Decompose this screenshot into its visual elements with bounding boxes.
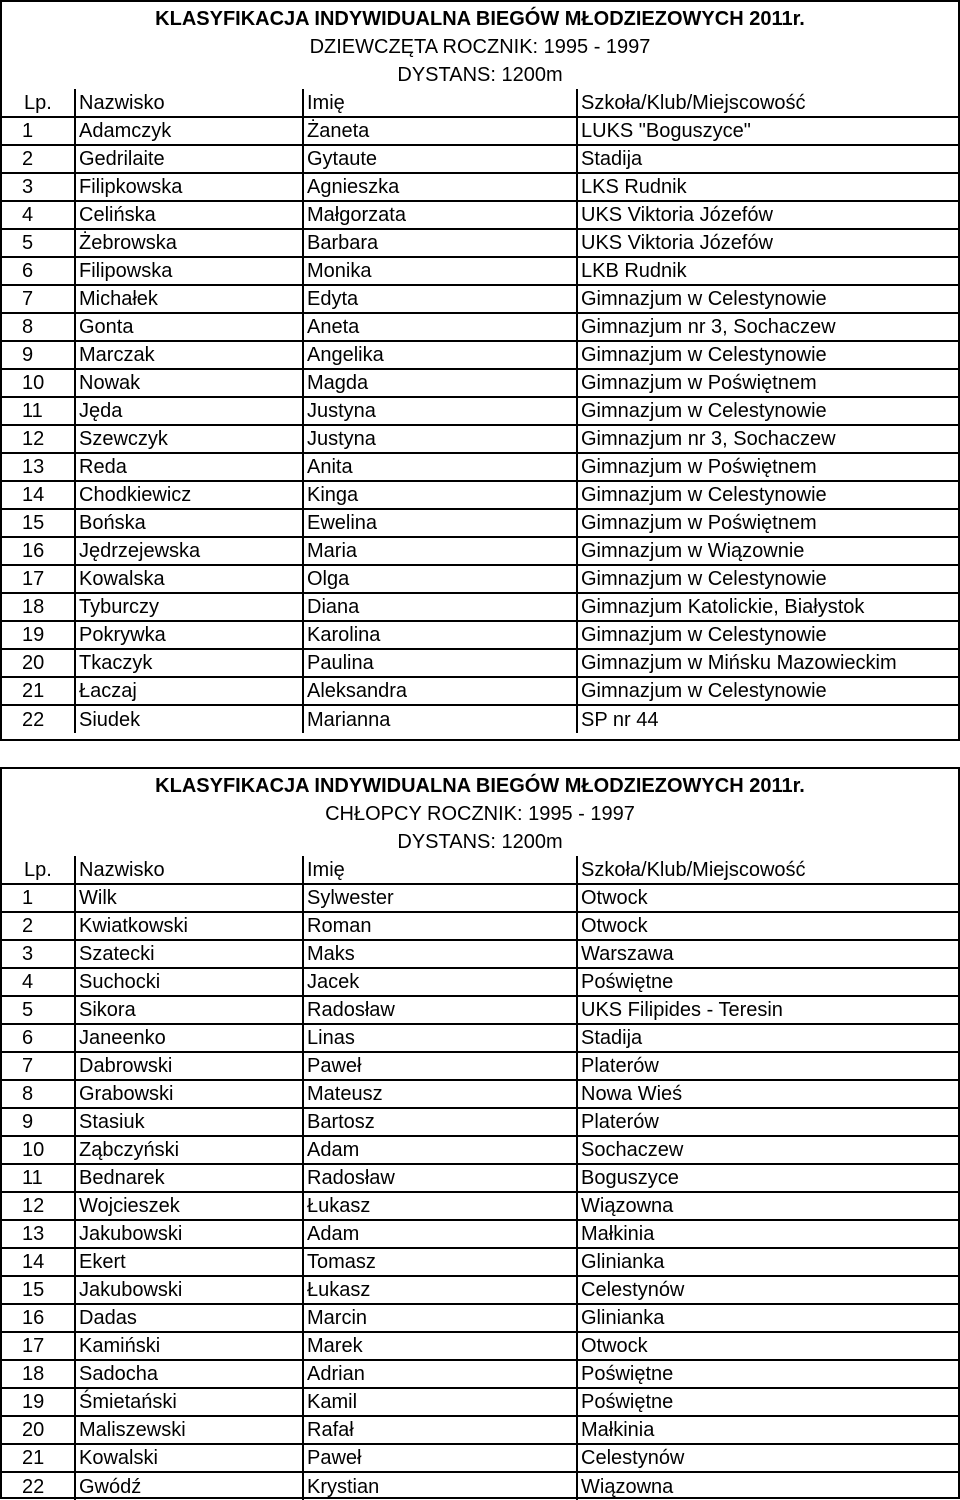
cell-nazwisko: Gwódź — [75, 1472, 303, 1500]
cell-nazwisko: Filipowska — [75, 257, 303, 285]
cell-nazwisko: Jakubowski — [75, 1220, 303, 1248]
cell-imie: Małgorzata — [303, 201, 577, 229]
cell-szkola: Otwock — [577, 1332, 958, 1360]
cell-imie: Barbara — [303, 229, 577, 257]
table-row — [2, 593, 958, 621]
results-table — [2, 89, 958, 733]
cell-imie: Maria — [303, 537, 577, 565]
cell-szkola: Gimnazjum nr 3, Sochaczew — [577, 425, 958, 453]
cell-imie: Łukasz — [303, 1192, 577, 1220]
table-row — [2, 1080, 958, 1108]
cell-szkola: Gimnazjum w Poświętnem — [577, 369, 958, 397]
table-row — [2, 1416, 958, 1444]
cell-nazwisko: Ekert — [75, 1248, 303, 1276]
cell-lp: 10 — [2, 369, 75, 397]
cell-nazwisko: Szewczyk — [75, 425, 303, 453]
cell-lp: 12 — [2, 425, 75, 453]
cell-nazwisko: Szatecki — [75, 940, 303, 968]
cell-szkola: Otwock — [577, 884, 958, 912]
cell-szkola: Stadija — [577, 145, 958, 173]
cell-lp: 17 — [2, 1332, 75, 1360]
cell-nazwisko: Pokrywka — [75, 621, 303, 649]
cell-lp: 2 — [2, 912, 75, 940]
table-row — [2, 1360, 958, 1388]
cell-imie: Bartosz — [303, 1108, 577, 1136]
cell-lp: 3 — [2, 173, 75, 201]
table-row — [2, 257, 958, 285]
table-row — [2, 145, 958, 173]
table-header-row — [2, 89, 958, 117]
results-table — [2, 856, 958, 1500]
cell-imie: Angelika — [303, 341, 577, 369]
cell-nazwisko: Bednarek — [75, 1164, 303, 1192]
cell-nazwisko: Żebrowska — [75, 229, 303, 257]
cell-nazwisko: Celińska — [75, 201, 303, 229]
cell-lp: 16 — [2, 537, 75, 565]
cell-lp: 16 — [2, 1304, 75, 1332]
cell-lp: 12 — [2, 1192, 75, 1220]
header-nazwisko: Nazwisko — [75, 856, 303, 884]
table-row — [2, 705, 958, 733]
header-lp: Lp. — [2, 856, 75, 884]
table-row — [2, 565, 958, 593]
cell-imie: Łukasz — [303, 1276, 577, 1304]
cell-szkola: Platerów — [577, 1052, 958, 1080]
cell-lp: 2 — [2, 145, 75, 173]
cell-lp: 4 — [2, 968, 75, 996]
cell-nazwisko: Suchocki — [75, 968, 303, 996]
cell-lp: 3 — [2, 940, 75, 968]
table-body — [2, 884, 958, 1500]
cell-nazwisko: Gonta — [75, 313, 303, 341]
cell-szkola: Glinianka — [577, 1248, 958, 1276]
cell-lp: 1 — [2, 884, 75, 912]
table-row — [2, 481, 958, 509]
cell-imie: Radosław — [303, 1164, 577, 1192]
cell-lp: 22 — [2, 1472, 75, 1500]
cell-imie: Monika — [303, 257, 577, 285]
table-row — [2, 968, 958, 996]
table-row — [2, 1388, 958, 1416]
cell-imie: Paulina — [303, 649, 577, 677]
section-distance: DYSTANS: 1200m — [397, 831, 563, 853]
cell-szkola: LUKS "Boguszyce" — [577, 117, 958, 145]
header-imie: Imię — [303, 856, 577, 884]
cell-imie: Roman — [303, 912, 577, 940]
cell-szkola: Otwock — [577, 912, 958, 940]
cell-szkola: Platerów — [577, 1108, 958, 1136]
cell-lp: 13 — [2, 1220, 75, 1248]
cell-szkola: SP nr 44 — [577, 705, 958, 733]
cell-szkola: Gimnazjum w Celestynowie — [577, 397, 958, 425]
cell-szkola: Poświętne — [577, 1388, 958, 1416]
cell-nazwisko: Kwiatkowski — [75, 912, 303, 940]
table-row — [2, 285, 958, 313]
cell-lp: 5 — [2, 229, 75, 257]
cell-imie: Mateusz — [303, 1080, 577, 1108]
cell-lp: 15 — [2, 509, 75, 537]
cell-lp: 19 — [2, 1388, 75, 1416]
cell-lp: 19 — [2, 621, 75, 649]
cell-lp: 6 — [2, 1024, 75, 1052]
cell-lp: 10 — [2, 1136, 75, 1164]
table-row — [2, 1108, 958, 1136]
cell-lp: 1 — [2, 117, 75, 145]
cell-lp: 15 — [2, 1276, 75, 1304]
cell-lp: 9 — [2, 341, 75, 369]
table-row — [2, 509, 958, 537]
cell-lp: 18 — [2, 593, 75, 621]
table-row — [2, 1136, 958, 1164]
cell-nazwisko: Stasiuk — [75, 1108, 303, 1136]
table-row — [2, 621, 958, 649]
cell-lp: 21 — [2, 1444, 75, 1472]
cell-imie: Kamil — [303, 1388, 577, 1416]
cell-szkola: Wiązowna — [577, 1472, 958, 1500]
cell-szkola: UKS Viktoria Józefów — [577, 201, 958, 229]
cell-szkola: Poświętne — [577, 968, 958, 996]
cell-lp: 13 — [2, 453, 75, 481]
cell-nazwisko: Kowalski — [75, 1444, 303, 1472]
table-row — [2, 1444, 958, 1472]
cell-szkola: Celestynów — [577, 1444, 958, 1472]
cell-imie: Adrian — [303, 1360, 577, 1388]
cell-imie: Justyna — [303, 425, 577, 453]
cell-imie: Edyta — [303, 285, 577, 313]
cell-szkola: Gimnazjum w Wiązownie — [577, 537, 958, 565]
section-boys — [0, 767, 960, 1499]
cell-imie: Diana — [303, 593, 577, 621]
cell-imie: Aneta — [303, 313, 577, 341]
cell-szkola: UKS Filipides - Teresin — [577, 996, 958, 1024]
cell-nazwisko: Bońska — [75, 509, 303, 537]
cell-lp: 4 — [2, 201, 75, 229]
table-row — [2, 1332, 958, 1360]
cell-imie: Marek — [303, 1332, 577, 1360]
section-title: KLASYFIKACJA INDYWIDUALNA BIEGÓW MŁODZIEZOWYCH 2011r. — [155, 775, 805, 797]
section-title: KLASYFIKACJA INDYWIDUALNA BIEGÓW MŁODZIEZOWYCH 2011r. — [155, 8, 805, 30]
cell-nazwisko: Jakubowski — [75, 1276, 303, 1304]
cell-szkola: Boguszyce — [577, 1164, 958, 1192]
cell-szkola: Gimnazjum w Celestynowie — [577, 341, 958, 369]
cell-szkola: Gimnazjum w Poświętnem — [577, 509, 958, 537]
table-row — [2, 1304, 958, 1332]
cell-szkola: Gimnazjum nr 3, Sochaczew — [577, 313, 958, 341]
header-szkola: Szkoła/Klub/Miejscowość — [581, 91, 806, 114]
cell-szkola: Gimnazjum w Celestynowie — [577, 621, 958, 649]
cell-imie: Olga — [303, 565, 577, 593]
cell-nazwisko: Gedrilaite — [75, 145, 303, 173]
cell-nazwisko: Adamczyk — [75, 117, 303, 145]
cell-szkola: LKS Rudnik — [577, 173, 958, 201]
cell-lp: 8 — [2, 1080, 75, 1108]
cell-nazwisko: Jęda — [75, 397, 303, 425]
table-row — [2, 940, 958, 968]
cell-szkola: Wiązowna — [577, 1192, 958, 1220]
cell-szkola: Gimnazjum w Celestynowie — [577, 677, 958, 705]
section-distance: DYSTANS: 1200m — [397, 64, 563, 86]
cell-lp: 11 — [2, 397, 75, 425]
cell-szkola: Małkinia — [577, 1416, 958, 1444]
table-row — [2, 173, 958, 201]
table-row — [2, 369, 958, 397]
cell-nazwisko: Wilk — [75, 884, 303, 912]
cell-nazwisko: Tyburczy — [75, 593, 303, 621]
cell-szkola: Gimnazjum w Poświętnem — [577, 453, 958, 481]
table-row — [2, 912, 958, 940]
cell-imie: Paweł — [303, 1444, 577, 1472]
table-row — [2, 1472, 958, 1500]
cell-imie: Linas — [303, 1024, 577, 1052]
cell-lp: 14 — [2, 1248, 75, 1276]
cell-nazwisko: Grabowski — [75, 1080, 303, 1108]
cell-nazwisko: Sikora — [75, 996, 303, 1024]
cell-nazwisko: Śmietański — [75, 1388, 303, 1416]
cell-lp: 8 — [2, 313, 75, 341]
cell-lp: 11 — [2, 1164, 75, 1192]
cell-imie: Krystian — [303, 1472, 577, 1500]
cell-nazwisko: Michałek — [75, 285, 303, 313]
cell-imie: Ewelina — [303, 509, 577, 537]
cell-lp: 18 — [2, 1360, 75, 1388]
cell-szkola: Glinianka — [577, 1304, 958, 1332]
table-row — [2, 996, 958, 1024]
cell-szkola: Gimnazjum w Celestynowie — [577, 481, 958, 509]
cell-lp: 7 — [2, 285, 75, 313]
cell-nazwisko: Reda — [75, 453, 303, 481]
cell-nazwisko: Kamiński — [75, 1332, 303, 1360]
section-category: DZIEWCZĘTA ROCZNIK: 1995 - 1997 — [309, 36, 651, 58]
cell-nazwisko: Maliszewski — [75, 1416, 303, 1444]
cell-imie: Anita — [303, 453, 577, 481]
cell-lp: 9 — [2, 1108, 75, 1136]
table-row — [2, 1192, 958, 1220]
cell-nazwisko: Nowak — [75, 369, 303, 397]
cell-imie: Magda — [303, 369, 577, 397]
cell-imie: Sylwester — [303, 884, 577, 912]
cell-imie: Justyna — [303, 397, 577, 425]
cell-szkola: Gimnazjum w Celestynowie — [577, 565, 958, 593]
header-nazwisko: Nazwisko — [75, 89, 303, 117]
cell-lp: 17 — [2, 565, 75, 593]
cell-nazwisko: Sadocha — [75, 1360, 303, 1388]
table-row — [2, 1276, 958, 1304]
cell-imie: Maks — [303, 940, 577, 968]
cell-nazwisko: Marczak — [75, 341, 303, 369]
table-row — [2, 1164, 958, 1192]
table-header-row — [2, 856, 958, 884]
table-row — [2, 1220, 958, 1248]
table-row — [2, 884, 958, 912]
cell-nazwisko: Filipkowska — [75, 173, 303, 201]
cell-nazwisko: Siudek — [75, 705, 303, 733]
cell-nazwisko: Łaczaj — [75, 677, 303, 705]
section-category: CHŁOPCY ROCZNIK: 1995 - 1997 — [325, 803, 635, 825]
cell-imie: Adam — [303, 1136, 577, 1164]
cell-nazwisko: Janeenko — [75, 1024, 303, 1052]
cell-imie: Marcin — [303, 1304, 577, 1332]
cell-lp: 21 — [2, 677, 75, 705]
table-row — [2, 229, 958, 257]
table-row — [2, 341, 958, 369]
cell-szkola: Warszawa — [577, 940, 958, 968]
header-imie: Imię — [303, 89, 577, 117]
cell-imie: Paweł — [303, 1052, 577, 1080]
cell-imie: Karolina — [303, 621, 577, 649]
table-row — [2, 537, 958, 565]
cell-lp: 6 — [2, 257, 75, 285]
cell-nazwisko: Chodkiewicz — [75, 481, 303, 509]
cell-lp: 5 — [2, 996, 75, 1024]
cell-nazwisko: Dabrowski — [75, 1052, 303, 1080]
cell-imie: Rafał — [303, 1416, 577, 1444]
cell-nazwisko: Tkaczyk — [75, 649, 303, 677]
cell-szkola: UKS Viktoria Józefów — [577, 229, 958, 257]
cell-lp: 14 — [2, 481, 75, 509]
cell-imie: Marianna — [303, 705, 577, 733]
table-row — [2, 1024, 958, 1052]
cell-lp: 20 — [2, 1416, 75, 1444]
table-row — [2, 425, 958, 453]
cell-imie: Kinga — [303, 481, 577, 509]
table-row — [2, 453, 958, 481]
cell-imie: Aleksandra — [303, 677, 577, 705]
table-row — [2, 117, 958, 145]
cell-szkola: Stadija — [577, 1024, 958, 1052]
cell-szkola: Gimnazjum w Mińsku Mazowieckim — [577, 649, 958, 677]
header-szkola: Szkoła/Klub/Miejscowość — [581, 858, 806, 881]
cell-szkola: Sochaczew — [577, 1136, 958, 1164]
cell-imie: Adam — [303, 1220, 577, 1248]
cell-imie: Tomasz — [303, 1248, 577, 1276]
table-row — [2, 313, 958, 341]
table-row — [2, 1248, 958, 1276]
cell-lp: 20 — [2, 649, 75, 677]
cell-szkola: Celestynów — [577, 1276, 958, 1304]
table-body — [2, 117, 958, 733]
cell-imie: Agnieszka — [303, 173, 577, 201]
table-row — [2, 397, 958, 425]
cell-szkola: Nowa Wieś — [577, 1080, 958, 1108]
cell-nazwisko: Wojcieszek — [75, 1192, 303, 1220]
cell-imie: Gytaute — [303, 145, 577, 173]
cell-nazwisko: Dadas — [75, 1304, 303, 1332]
cell-lp: 7 — [2, 1052, 75, 1080]
cell-szkola: LKB Rudnik — [577, 257, 958, 285]
cell-nazwisko: Kowalska — [75, 565, 303, 593]
cell-imie: Radosław — [303, 996, 577, 1024]
table-row — [2, 201, 958, 229]
header-lp: Lp. — [2, 89, 75, 117]
table-row — [2, 677, 958, 705]
cell-nazwisko: Jędrzejewska — [75, 537, 303, 565]
cell-szkola: Poświętne — [577, 1360, 958, 1388]
cell-szkola: Gimnazjum w Celestynowie — [577, 285, 958, 313]
cell-imie: Jacek — [303, 968, 577, 996]
table-row — [2, 649, 958, 677]
cell-lp: 22 — [2, 705, 75, 733]
cell-szkola: Gimnazjum Katolickie, Białystok — [577, 593, 958, 621]
cell-szkola: Małkinia — [577, 1220, 958, 1248]
cell-imie: Żaneta — [303, 117, 577, 145]
section-girls — [0, 0, 960, 741]
table-row — [2, 1052, 958, 1080]
cell-nazwisko: Ząbczyński — [75, 1136, 303, 1164]
